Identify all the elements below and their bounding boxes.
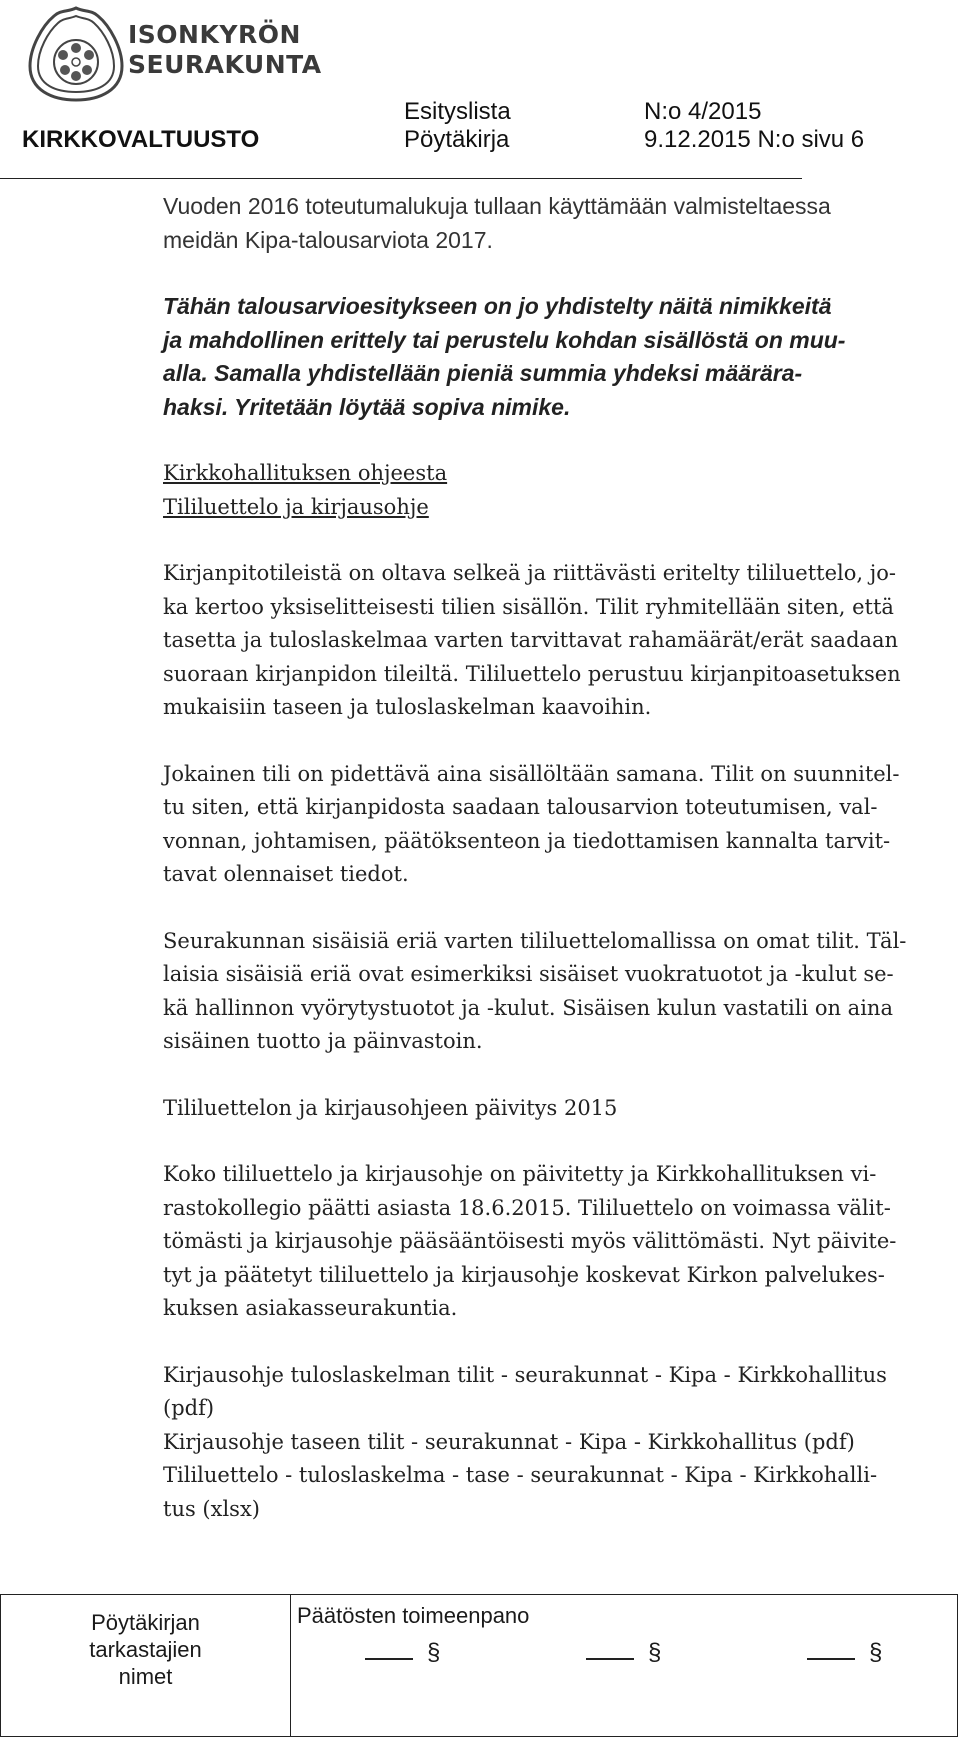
- doc-type-minutes: Pöytäkirja: [404, 126, 510, 153]
- text-line: tyt ja päätetyt tililuettelo ja kirjausohje koskevat Kirkon palvelukes-: [163, 1262, 885, 1287]
- text-line: alla. Samalla yhdistellään pieniä summia yhdeksi määrära-: [163, 360, 803, 386]
- text-line: Jokainen tili on pidettävä aina sisällöltään samana. Tilit on suunnitel-: [163, 761, 900, 786]
- implementation-title: Päätösten toimeenpano: [297, 1603, 530, 1628]
- paragraph: [163, 1092, 933, 1126]
- text-line: ja mahdollinen erittely tai perustelu kohdan sisällöstä on muu-: [163, 326, 846, 353]
- paragraph-gap: [163, 1326, 933, 1359]
- text-line: Seurakunnan sisäisiä eriä varten tililuettelomallissa on omat tilit. Täl-: [163, 928, 907, 953]
- text-line: tasetta ja tuloslaskelmaa varten tarvittavat rahamäärät/erät saadaan: [163, 628, 899, 652]
- text-line: mukaisiin taseen ja tuloslaskelman kaavoihin.: [163, 695, 652, 719]
- section-mark: §: [427, 1639, 441, 1666]
- text-line: tömästi ja kirjausohje pääsääntöisesti myös välittömästi. Nyt päivite-: [163, 1229, 897, 1253]
- text-line: suoraan kirjanpidon tileiltä. Tililuettelo perustuu kirjanpitoasetuksen: [163, 661, 901, 686]
- doc-date-page: 9.12.2015 N:o sivu 6: [644, 126, 865, 153]
- text-line: rastokollegio päätti asiasta 18.6.2015. Tililuettelo on voimassa välit-: [163, 1195, 891, 1220]
- paragraph-gap: [163, 725, 933, 758]
- reviewers-label-line3: nimet: [118, 1664, 173, 1689]
- paragraph-gap: [163, 892, 933, 925]
- text-line: haksi. Yritetään löytää sopiva nimike.: [163, 393, 571, 420]
- section-mark: §: [869, 1639, 883, 1666]
- text-line: Tähän talousarvioesitykseen on jo yhdistelty näitä nimikkeitä: [163, 293, 832, 319]
- reviewers-label-line1: Pöytäkirjan: [91, 1610, 200, 1635]
- text-line: kä hallinnon vyörytystuotot ja -kulut. Sisäisen kulun vastatili on aina: [163, 995, 893, 1020]
- paragraph: [163, 1158, 933, 1326]
- paragraph: [163, 925, 933, 1059]
- paragraph: [163, 758, 933, 892]
- reference-link[interactable]: Tililuettelo ja kirjausohje: [163, 494, 429, 519]
- signature-slot-1: [365, 1639, 440, 1667]
- paragraph: [163, 290, 933, 424]
- paragraph-gap: [163, 524, 933, 557]
- text-line: laisia sisäisiä eriä ovat esimerkiksi sisäiset vuokratuotot ja -kulut se-: [163, 962, 894, 986]
- document-body: [163, 190, 933, 1526]
- text-line: tu siten, että kirjanpidosta saadaan talousarvion toteutumisen, val-: [163, 795, 878, 819]
- reviewers-label-line2: tarkastajien: [89, 1637, 202, 1662]
- paragraph-gap: [163, 424, 933, 457]
- text-line: sisäinen tuotto ja päinvastoin.: [163, 1029, 483, 1053]
- text-line: Vuoden 2016 toteutumalukuja tullaan käyttämään valmisteltaessa: [163, 193, 831, 219]
- signature-slot-3: [807, 1639, 882, 1667]
- doc-type-agenda: Esityslista: [404, 98, 511, 125]
- text-line: tus (xlsx): [163, 1496, 260, 1521]
- text-line: tavat olennaiset tiedot.: [163, 862, 409, 886]
- header-divider: [0, 178, 802, 179]
- paragraph: [163, 457, 933, 524]
- text-line: Kirjausohje taseen tilit - seurakunnat - Kipa - Kirkkohallitus (pdf): [163, 1429, 855, 1454]
- doc-number: N:o 4/2015: [644, 98, 762, 125]
- paragraph-gap: [163, 1059, 933, 1092]
- text-line: ka kertoo yksiselitteisesti tilien sisällön. Tilit ryhmitellään siten, että: [163, 594, 894, 619]
- text-line: vonnan, johtamisen, päätöksenteon ja tiedottamisen kannalta tarvit-: [163, 828, 891, 853]
- paragraph: [163, 190, 933, 257]
- text-line: Kirjanpitotileistä on oltava selkeä ja riittävästi eritelty tililuettelo, jo-: [163, 561, 896, 585]
- text-line: (pdf): [163, 1396, 215, 1420]
- org-name-line1: ISONKYRÖN: [128, 20, 301, 49]
- reference-link[interactable]: Kirkkohallituksen ohjeesta: [163, 461, 448, 485]
- text-line: Kirjausohje tuloslaskelman tilit - seurakunnat - Kipa - Kirkkohallitus: [163, 1362, 887, 1387]
- reviewers-cell: [1, 1595, 291, 1736]
- paragraph: [163, 1359, 933, 1527]
- text-line: meidän Kipa-talousarviota 2017.: [163, 226, 493, 253]
- paragraph: [163, 557, 933, 725]
- text-line: Tililuettelon ja kirjausohjeen päivitys 2015: [163, 1095, 618, 1120]
- body-name: KIRKKOVALTUUSTO: [22, 126, 260, 153]
- text-line: Koko tililuettelo ja kirjausohje on päivitetty ja Kirkkohallituksen vi-: [163, 1162, 877, 1186]
- paragraph-gap: [163, 257, 933, 290]
- church-seal-icon: [26, 4, 126, 104]
- footer-box: [0, 1594, 958, 1737]
- org-name-line2: SEURAKUNTA: [128, 50, 322, 79]
- text-line: Tililuettelo - tuloslaskelma - tase - seurakunnat - Kipa - Kirkkohalli-: [163, 1463, 878, 1487]
- paragraph-gap: [163, 1125, 933, 1158]
- text-line: kuksen asiakasseurakuntia.: [163, 1296, 458, 1320]
- org-name: [128, 20, 322, 80]
- signature-slot-2: [586, 1639, 661, 1667]
- section-mark: §: [648, 1639, 662, 1666]
